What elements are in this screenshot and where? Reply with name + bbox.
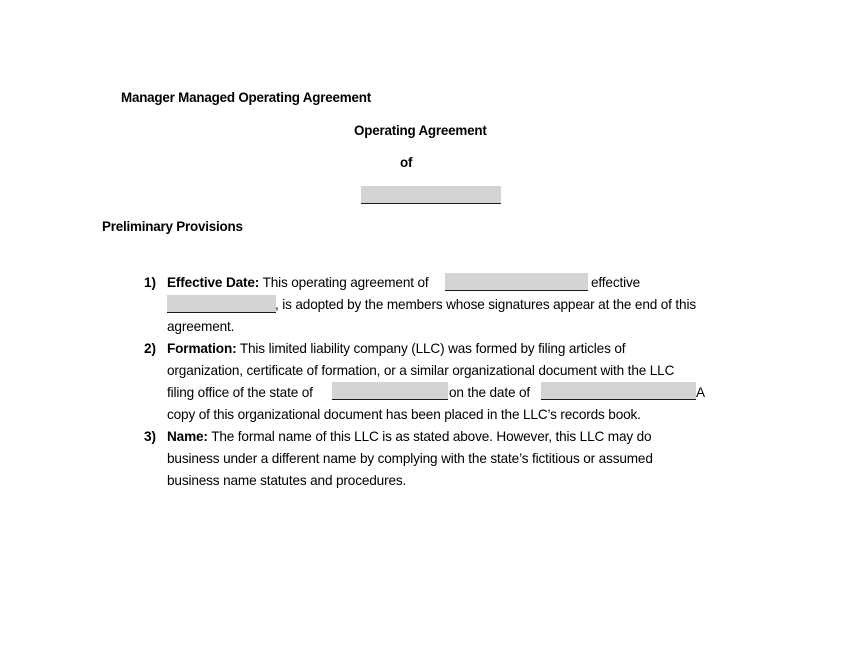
item-text: This limited liability company (LLC) was formed by filing articles of [236, 341, 626, 356]
section-heading-preliminary-provisions: Preliminary Provisions [102, 219, 243, 234]
llc-name-field[interactable] [445, 273, 588, 291]
item-text: agreement. [167, 319, 235, 334]
item-text: effective [591, 275, 641, 290]
item-text: copy of this organizational document has been placed in the LLC’s records book. [167, 407, 641, 422]
item-text: filing office of the state of [167, 385, 313, 400]
item-text: This operating agreement of [259, 275, 429, 290]
of-label: of [400, 155, 413, 170]
item-line [167, 274, 429, 292]
item-line [167, 340, 625, 358]
item-number: 3) [144, 429, 157, 444]
item-term: Effective Date: [167, 275, 260, 290]
item-number: 2) [144, 341, 157, 356]
item-text: , is adopted by the members whose signatures appear at the end of this [275, 297, 696, 312]
effective-date-field[interactable] [167, 295, 276, 313]
item-term: Formation: [167, 341, 237, 356]
formation-date-field[interactable] [541, 382, 696, 400]
item-term: Name: [167, 429, 208, 444]
item-text: A [696, 385, 705, 400]
company-name-field[interactable] [361, 186, 501, 204]
item-text: business under a different name by complying with the state’s fictitious or assumed [167, 451, 653, 466]
document-main-title: Operating Agreement [354, 123, 487, 138]
item-line [167, 428, 651, 446]
item-text: business name statutes and procedures. [167, 473, 407, 488]
document-top-title: Manager Managed Operating Agreement [121, 90, 371, 105]
item-text: on the date of [449, 385, 531, 400]
state-field[interactable] [332, 382, 448, 400]
item-text: The formal name of this LLC is as stated above. However, this LLC may do [207, 429, 652, 444]
item-number: 1) [144, 275, 157, 290]
item-text: organization, certificate of formation, or a similar organizational document with the LLC [167, 363, 675, 378]
